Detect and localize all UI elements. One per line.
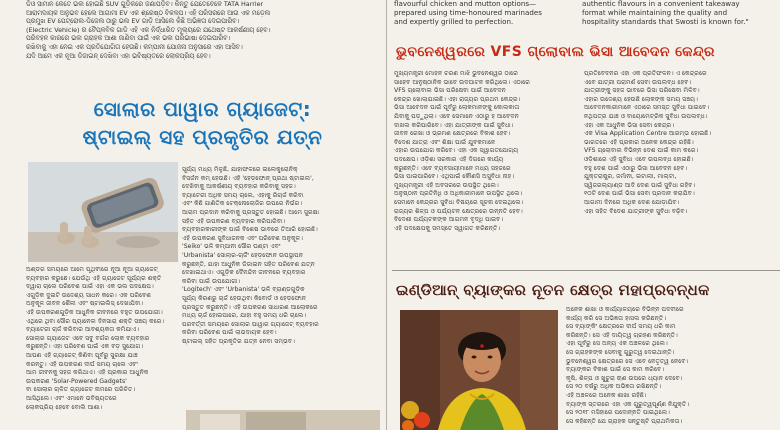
text-line: ପ୍ରମୁଖ EV ପେଟ୍ରୋଲ-ଡିଜେଲ ଠାରୁ ଭଲ EV ଗାଡ଼ି ଆସିଲେ କିଛି ଅଭିଜ୍ଞତା ଦେଇପାରିବ। [26, 17, 240, 26]
text-line: କରିବା ପାଇଁ ଉପଯୋଗୀ। [182, 277, 241, 285]
text-line [182, 389, 380, 398]
text-line: ବ୍ୟାଟେରୀ ଚାର୍ଜ କରିବାର ଆବଶ୍ୟକତା କମିଯାଏ। [26, 326, 139, 334]
text-line [182, 364, 380, 373]
text-line: ଭିସା ପାଇପାରିବେ। ଏଥିପାଇଁ କୌଣସି ଅସୁବିଧା ନାହିଁ। [394, 173, 515, 181]
text-line: hospitality standards that Swosti is known for." [582, 17, 749, 26]
text-line: ଦେଖିବାକୁ ଆକର୍ଷଣୀୟ ବ୍ୟବହାର କରିବାକୁ ସହଜ। [182, 183, 296, 191]
text-line: କେନ୍ଦ୍ର ଖୋଲାଯାଇଛି। ଏହା ରାଜ୍ୟର ପ୍ରଥମ କେନ୍ଦ୍ର। [394, 95, 521, 103]
text-line: ପ୍ରତିବେଦନର ଏହା ଏକ ପ୍ରତିଫଳନ। ଏ କେନ୍ଦ୍ରରେ [584, 70, 707, 77]
text-line: ବ୍ୟାଙ୍କର ବିକାଶ ପାଇଁ ସେ କାମ କରିବେ। [566, 366, 665, 374]
text-line [182, 372, 380, 381]
text-line: ଆମ ଜୀବନକୁ ସହଜ କରିଥାଏ। ଏହି ପ୍ରକାର ଆଧୁନିକ [26, 369, 149, 377]
headline-solar-line1: ସୋଲାର ପାୱାର ଗ୍ୟାଜେଟ୍: [93, 97, 312, 121]
text-line: ଜୀବନ ରେଖା ଓ ଭ୍ରମଣ କ୍ଷେତ୍ରରେ ବିକାଶ ହେବ। [394, 130, 511, 138]
text-line: ଦେଖାଇଥାଏ। ଏଗୁଡ଼ିକ ଦୈନନ୍ଦିନ ଜୀବନରେ ବ୍ୟବହାର [182, 269, 306, 277]
vfs-article-right [584, 70, 778, 259]
text-line: ସେମାନେ କେନ୍ଦ୍ରର ସୁବିଧା ବିଷୟରେ ସୂଚନା ଦେଇଥିଲେ। [394, 198, 524, 206]
text-line [584, 233, 778, 242]
vfs-article-left [394, 70, 578, 259]
solar-gadget-photo [28, 162, 178, 262]
text-line: ବ୍ୟାଙ୍କ ସ୍ତରରେ ଏହା ଏକ ଗୁରୁତ୍ୱପୂର୍ଣ୍ଣ ନିଯୁକ୍ତି। [566, 400, 690, 408]
text-line [394, 250, 578, 259]
text-line: ଏହି ଉପକରଣଗୁଡ଼ିକ ଆଧୁନିକ ଜୀବନରେ ବହୁତ ଉପଯୋଗୀ। [26, 308, 163, 316]
text-line: ଭିସା ଆବେଦନ ପାଇଁ ପୂର୍ବରୁ ଲୋକମାନଙ୍କୁ କୋଲକାତା [394, 104, 520, 112]
text-line: flavourful chicken and mutton options— [394, 0, 537, 8]
top-article-text [26, 0, 378, 60]
restaurant-blurb-left [394, 0, 576, 26]
text-line: ସୂର୍ଯ୍ୟ କିରଣରୁ ଚାର୍ଜ ହେଉଥିବା କିବୋର୍ଡ ଓ ହେଡ଼ଫୋନ [182, 294, 307, 302]
text-line: କୃଷି, ଶିଳ୍ପ ଓ ଖୁଚୁରା ଋଣ ଉପରେ ଧ୍ୟାନ ଦେବେ। [566, 374, 683, 382]
text-line: ପଦକ୍ଷେପ। ଓଡ଼ିଶା ସରକାର ଏହି ଦିଗରେ କାର୍ଯ୍ୟ [394, 155, 504, 163]
text-line: VFS ଗ୍ଲୋବାଲ ବିଭିନ୍ନ ଦେଶ ପାଇଁ କାମ କରେ। [584, 147, 699, 155]
text-line: ବ୍ୟାଟେରୀ ଅଧିକ ସମୟ ଚାଲେ, ଏହାକୁ ରିଚାର୍ଜ କରିବା [182, 191, 304, 199]
text-line: ରଖିବାକୁ ଏହା ନେଇ ଏକ ପ୍ରତିଯୋଗିତା ହେଉଛି। କମ୍ପାନୀ ଯୋଜନା ଅନୁସାରେ ଏହା ଆସିବ। [26, 42, 243, 51]
solar-article-left-column [26, 266, 178, 412]
column-divider [386, 0, 387, 430]
text-line: ଦାଖଲ କରିପାରିବେ। ଏହା ଯାତ୍ରୀଙ୍କ ପାଇଁ ସୁବିଧା। [394, 121, 514, 129]
text-line: କରୁଛନ୍ତି, ଯାହା ଆଧୁନିକ ଡିଜାଇନ ସହିତ ପରିବେଶ ଯତ୍ନ [182, 260, 315, 268]
text-line: ଆରାମଦାୟକ ଅନୁଭବ ହେଲେ ଆଗାମୀ EV ଏକ ଶ୍ରେଷ୍ଠ ବିକଳ୍ପ। ଏହି ପରିସରରେ ଆଉ ଏକ ମଡ଼େଲ [26, 8, 271, 17]
text-line: ଆଗାମୀ ଦିନରେ ଅଧିକ ଦେଶ ଯୋଡ଼ାଯିବ। [584, 198, 680, 206]
text-line: ସାହେବ ଆନୁଷ୍ଠାନିକ ଭାବେ ଉଦଘାଟନ କରିଥିଲେ। ଏଠାରେ [394, 78, 531, 86]
text-line: ସୂର୍ଯ୍ୟ ମଧ୍ୟ ମିଳୁଛି, ଯାହାଫଳରେ ଇଲେକ୍ଟ୍ରୋନିକ୍ [182, 166, 298, 173]
text-line [584, 250, 778, 259]
restaurant-blurb-right [582, 0, 778, 26]
text-line: ଯିବାକୁ ପଡ଼ୁଥିଲା। ଏବେ ସେମାନେ ଏଠାରୁ ହିଁ ଆବେଦନ [394, 112, 519, 120]
text-line: ଏହା ସହିତ ବିଦେଶ ଯାତ୍ରୀଙ୍କ ସୁବିଧା ବଢ଼ିବ। [584, 207, 688, 215]
text-line: ଭାରତରେ ଏହି ପ୍ରକାର ଅନେକ କେନ୍ଦ୍ର ରହିଛି। [584, 138, 694, 146]
text-line: ବିଦେଶୀ ପର୍ଯ୍ୟଟକଙ୍କ ଆଗମନ ବୃଦ୍ଧି ପାଇବ। [394, 216, 504, 224]
text-line: prepared using time-honoured marinades [394, 8, 542, 17]
text-line: ମଧ୍ୟ ଚାର୍ଜ ହୋଇପାରେ, ଯାହା ବହୁ ସମୟ ଧରି ଚାଲେ। [182, 312, 307, 320]
text-line: ରାଜ୍ୟର ଶିଳ୍ପ ଓ ପର୍ଯ୍ୟଟନ କ୍ଷେତ୍ରରେ ଉନ୍ନତି ହେବ। [394, 207, 523, 215]
text-line [584, 225, 778, 234]
text-line: ଭୁବନେଶ୍ୱର କ୍ଷେତ୍ରରେ ସେ ଏବେ ନେତୃତ୍ୱ ନେବେ। [566, 357, 689, 365]
text-line: ସେ ୨୦୧୮ ମସିହାରେ ପଦୋନ୍ନତି ପାଇଥିଲେ। [566, 409, 670, 417]
text-line: ଏବେ ଯାତ୍ରୀ ପରାମର୍ଶ ସେବା ଉପଲବ୍ଧ ହେବ। [584, 78, 692, 86]
text-line: ଆପଣ ଏହି ଗ୍ୟାଜେଟ୍ କିଣିବା ପୂର୍ବରୁ ସୁରକ୍ଷା ଯାଞ୍ଚ [26, 351, 138, 359]
text-line: ଏଗୁଡ଼ିକ ଦୁଇଟି ଉଦ୍ଦେଶ୍ୟ ସାଧନ କରେ। ଏକ ପରିବେଶ [26, 291, 151, 299]
text-line: ଏହି ଅଞ୍ଚଳରେ ଅନେକ ଶାଖା ରହିଛି। [566, 391, 647, 399]
text-line: authentic flavours in a convenient takeaway [582, 0, 740, 8]
text-line: ଯାତ୍ରୀଙ୍କୁ ସହଜ ଭାବରେ ଭିସା ପରିଷେବା ମିଳିବ। [584, 87, 700, 95]
text-line: ସେ ବ୍ୟାଙ୍କିଂ କ୍ଷେତ୍ରରେ ଦୀର୍ଘ ସମୟ ଧରି କାମ [566, 323, 676, 331]
text-line: ଆସିଥିଲେ। ଏବଂ ଏମାନେ ଭବିଷ୍ୟତରେ [26, 394, 117, 402]
text-line: ସେ କହିଛନ୍ତି ଯେ ଗ୍ରାହକ ସନ୍ତୁଷ୍ଟି ପ୍ରାଥମିକତା। [566, 417, 683, 425]
text-line: 'Urbanista' ସୋଲାର-ଚାର୍ଜିଂ ହେଡ଼ଫୋନ ଉପସ୍ଥାପନ [182, 251, 303, 259]
text-line: ଡିଓ ସାମାନ କେତେ ଭଲ ହୋଇଛି SUV ଗୁଡ଼ିକରେ ଜଣାପଡ଼ିବ। କିନ୍ତୁ ଯେତେବେଳେ TATA Harrier [26, 0, 264, 8]
text-line: କରନ୍ତୁ। ଏହି ଉପକରଣ ଦୀର୍ଘ ସମୟ ଚାଲେ ଏବଂ [26, 360, 138, 368]
text-line: ବା ସୋଲାର ଚାଳିତ ଗ୍ୟାଜେଟ ନାମରେ ପରିଚିତ। [26, 386, 136, 394]
text-line: କରୁଛନ୍ତି। ଏବେ ବ୍ୟବସାୟୀମାନେ ମଧ୍ୟ ସହଜରେ [394, 164, 511, 172]
text-line: ବହୁ ଦେଶ ପାଇଁ ଏଠାରୁ ଭିସା ଆବେଦନ ହେବ। [584, 164, 688, 172]
text-line: ଏହି ପଦକ୍ଷେପକୁ ସମସ୍ତେ ସ୍ୱାଗତ କରିଛନ୍ତି। [394, 224, 501, 232]
text-line: format while maintaining the quality and [582, 8, 728, 17]
text-line: ନଥିପତ୍ର ଯାଞ୍ଚ ଓ ବାୟୋମେଟ୍ରିକ ସୁବିଧା ଉପଲବ୍ଧ। [584, 112, 708, 120]
text-line: ବିଦେଶ ଯାତ୍ରା ଏବଂ ଶିକ୍ଷା ପାଇଁ ଯୁବକମାନେ [394, 138, 496, 146]
text-line: ସେ ଗ୍ରାହକଙ୍କ ସେବାକୁ ଗୁରୁତ୍ୱ ଦେଇଥାନ୍ତି। [566, 348, 675, 356]
text-line: 'Logitech' ଏବଂ 'Urbanista' ଭଳି ବ୍ରାଣ୍ଡଗୁଡ଼ିକ [182, 286, 305, 294]
text-line: ଏହାର ଉପଯୋଗ କରିବେ। ଏହା ଏକ ସ୍ୱାଗତଯୋଗ୍ୟ [394, 147, 519, 155]
text-line: ଷ୍ଟାଇଲ୍ ସହିତ ପ୍ରକୃତିର ଯତ୍ନ ନେବା ସମ୍ଭବ। [182, 337, 295, 345]
text-line: 'Seiko' ଭଳି କମ୍ପାନୀ ସୌର ଘଣ୍ଟା ଏବଂ [182, 243, 281, 251]
text-line: ପ୍ରସ୍ତୁତ କରୁଛନ୍ତି। ଏହି ଉପକରଣ ସାଧାରଣ ଆଲୋକରେ [182, 303, 318, 311]
text-line: ଏଥିରେ ଥିବା ସୌର ପ୍ୟାନେଲ ଦିନସାରା ଶକ୍ତି ସଞ୍ଚୟ କରେ। [26, 317, 165, 325]
text-line [394, 242, 578, 251]
text-line: ଆରାମ ପ୍ରଦାନ କରିବାକୁ ପ୍ରସ୍ତୁତ ହୋଇଛି। ଆମେ ସୁରକ୍ଷା [182, 208, 320, 216]
text-line: ବ୍ୟବହାର କରୁଛେ। ଯେଉଁଥି ଏହି ଗ୍ୟାଜେଟ ସୂର୍ଯ୍ୟର ଶକ୍ତି [26, 274, 162, 282]
text-line [182, 355, 380, 364]
text-line: ଦ୍ୱାରା ଚାଲେ ପରିବେଶ ପାଇଁ ଏହା ଏକ ଭଲ ପଦକ୍ଷେପ। [26, 283, 154, 291]
text-line [182, 346, 380, 355]
headline-solar-line2: ଷ୍ଟାଇଲ୍ ସହ ପ୍ରକୃତିର ଯତ୍ନ [82, 125, 323, 149]
portrait-illustration [400, 310, 558, 430]
text-line [584, 242, 778, 251]
text-line: ପରିବହନ କାରରେ ଭଲ ଗ୍ରାହକ ଆଶା ଜାଣିବା ପାଇଁ ଏକ ଭଲ ପରିଭାଷା ଦେଇପାରିବ। [26, 34, 231, 43]
text-line: ବ୍ୟବହାରକାରୀଙ୍କ ପାଇଁ ବିଶେଷ ଭାବରେ ତିଆରି ହୋଇଛି। [182, 226, 318, 234]
text-line: ଲୋକପ୍ରିୟ ହେବେ ବୋଲି ଆଶା। [26, 403, 103, 411]
solar-article-right-column [182, 166, 380, 430]
text-line: ସେ ୨୦ ବର୍ଷରୁ ଅଧିକ ଅଭିଜ୍ଞତା ରଖିଛନ୍ତି। [566, 383, 661, 391]
text-line [584, 216, 778, 225]
bank-article-text [566, 306, 778, 426]
text-line [182, 398, 380, 407]
text-line: ପରବର୍ତ୍ତୀ ସମୟରେ ସୋଲାର ପାୱାର ଗ୍ୟାଜେଟ୍ ବ୍ୟବହାର [182, 320, 319, 328]
solar-inset-illustration [186, 410, 380, 430]
text-line: ଓଡ଼ିଶାରେ ଏହି ସୁବିଧା ଏବେ ଉପଲବ୍ଧ ହୋଇଛି। [584, 155, 694, 163]
text-line: ଏହାର ଉଦ୍ଦେଶ୍ୟ ହେଉଛି ଲୋକଙ୍କ ସମୟ ସଞ୍ଚୟ। [584, 95, 698, 103]
text-line: କରିବା ପରିବେଶ ପାଇଁ ଲାଭଦାୟକ ହେବ। [182, 329, 277, 337]
text-line: ଏହା ପୂର୍ବରୁ ସେ ଅନ୍ୟ ଏକ ଅଞ୍ଚଳରେ ଥିଲେ। [566, 340, 668, 348]
text-line: ମୁଖ୍ୟମନ୍ତ୍ରୀ ଏହି ଅବସରରେ ଉପସ୍ଥିତ ଥିଲେ। [394, 181, 499, 189]
text-line: ଆବେଦନକାରୀମାନେ ଏଠାରେ ସମସ୍ତ ସୁବିଧା ପାଇବେ। [584, 104, 710, 112]
text-line: ମୁଖ୍ୟମନ୍ତ୍ରୀ ମୋହନ ଚରଣ ମାଝି ଭୁବନେଶ୍ୱର ଠାରେ [394, 70, 518, 77]
headline-vfs: ଭୁବନେଶ୍ୱରରେ VFS ଗ୍ଲୋବାଲ ଭିସା ଆବେଦନ କେନ୍ଦ୍ର [396, 44, 715, 60]
section-divider [392, 270, 780, 271]
text-line: ଯୁକ୍ତରାଷ୍ଟ୍ର, ଜର୍ମାନୀ, ଇଟାଲୀ, ମାଲ୍ଟା, [584, 173, 677, 181]
text-line: ଅନେକ ଶାଖା ଓ କାର୍ଯ୍ୟାଳୟରେ ବିଭିନ୍ନ ପଦବୀରେ [566, 306, 684, 313]
text-line: ଏହା ଏକ ଆଧୁନିକ ଭିସା ସେବା କେନ୍ଦ୍ର। [584, 121, 675, 129]
text-line: ଅନୁଷ୍ଠାନ ପ୍ରତିନିଧି ଓ ଅଧିକାରୀମାନେ ଉପସ୍ଥିତ ଥିଲେ। [394, 190, 523, 198]
text-line [182, 381, 380, 390]
solar-inset-photo [186, 410, 380, 430]
text-line: ଏହି ଉପକରଣ ସୁବିଧାଜନକ ଏବଂ ପରିବେଶ ଅନୁକୂଳ। [182, 234, 303, 242]
text-line: and expertly grilled to perfection. [394, 17, 514, 26]
text-line: ସ୍ୱିଜରଲ୍ୟାଣ୍ଡ ଆଦି ଦେଶ ପାଇଁ ସୁବିଧା ରହିବ। [584, 181, 696, 189]
text-line: ଏକ Visa Application Centre ଆରମ୍ଭ ହୋଇଛି। [584, 130, 711, 138]
text-line: ସୋଲାର ଗ୍ୟାଜେଟ ଏବେ ସବୁ ବର୍ଗର ଲୋକ ବ୍ୟବହାର [26, 334, 150, 342]
text-line: କରିଛନ୍ତି। ସେ ଏହି ଦାୟିତ୍ୱ ଗ୍ରହଣ କରିଛନ୍ତି। [566, 331, 678, 339]
headline-bank: ଇଣ୍ଡିଆନ୍ ବ୍ୟାଙ୍କର ନୂତନ କ୍ଷେତ୍ର ମହାପ୍ରବନ୍ଧକ [396, 281, 710, 299]
text-line: ଉପକରଣ 'Solar-Powered Gadgets' [26, 377, 127, 385]
text-line: ଅଣ୍ଡର ସମୟରେ ଆମେ ପୃଥିବୀରେ ନୂଆ ନୂଆ ଗ୍ୟାଜେଟ୍ [26, 266, 158, 273]
text-line: ସହିତ ଏହି ଉପକରଣ ବ୍ୟବହାର କରିପାରିବା। [182, 217, 286, 225]
text-line: କରୁଛନ୍ତି। ଏହା ପରିବେଶ ପାଇଁ ଏକ ବଡ଼ ସୁଯୋଗ। [26, 343, 144, 351]
text-line: (Electric Vehicle) ର ବୈପ୍ଳବିକ ଗାଡ଼ି ଏହି ଏକ ନିର୍ଦ୍ଧାରିତ ମୂଲ୍ୟରେ ଯଥେଷ୍ଟ ଆକର୍ଷଣୀୟ ହେବ। [26, 25, 271, 34]
text-line: VFS ଗ୍ଲୋବାଲ ଭିସା ପରିଷେବା ପାଇଁ ଆବେଦନ [394, 87, 506, 95]
portrait-photo [400, 310, 558, 430]
text-line [394, 233, 578, 242]
text-line: ୧୦ଟି ଦେଶ ପାଇଁ ଭିସା ସେବା ପ୍ରଦାନ କରାଯିବ। [584, 190, 695, 198]
text-line: ଏବଂ କିଛି ଗାଣିତିକ ଟେକ୍ନୋଲୋଜିର ଉପରେ ନିର୍ଭର। [182, 200, 303, 208]
text-line: ଯଦି ଆମେ ଏକ ନୂଆ ଡିଜାଇନ୍ ଦେଖିବା ଏହା ଭବିଷ୍ୟତରେ ଲୋକପ୍ରିୟ ହେବ। [26, 51, 211, 60]
solar-gadget-illustration [28, 162, 178, 262]
text-line: ଅନୁକୂଳ ଜୀବନ ଶୈଳୀ ଏବଂ ଷ୍ଟାଇଲିସ୍ ଦେଖାଯିବା। [26, 300, 144, 308]
text-line: ବିସର୍ଜନ କମ୍ ହେଉଛି। ଏହି 'ହେଡ଼ଫୋନ୍ ପ୍ରଥା ଷ୍ଟାଇଲ', [182, 174, 314, 182]
text-line: କାର୍ଯ୍ୟ କରି ସେ ଅଭିଜ୍ଞତା ହାସଲ କରିଛନ୍ତି। [566, 314, 667, 322]
